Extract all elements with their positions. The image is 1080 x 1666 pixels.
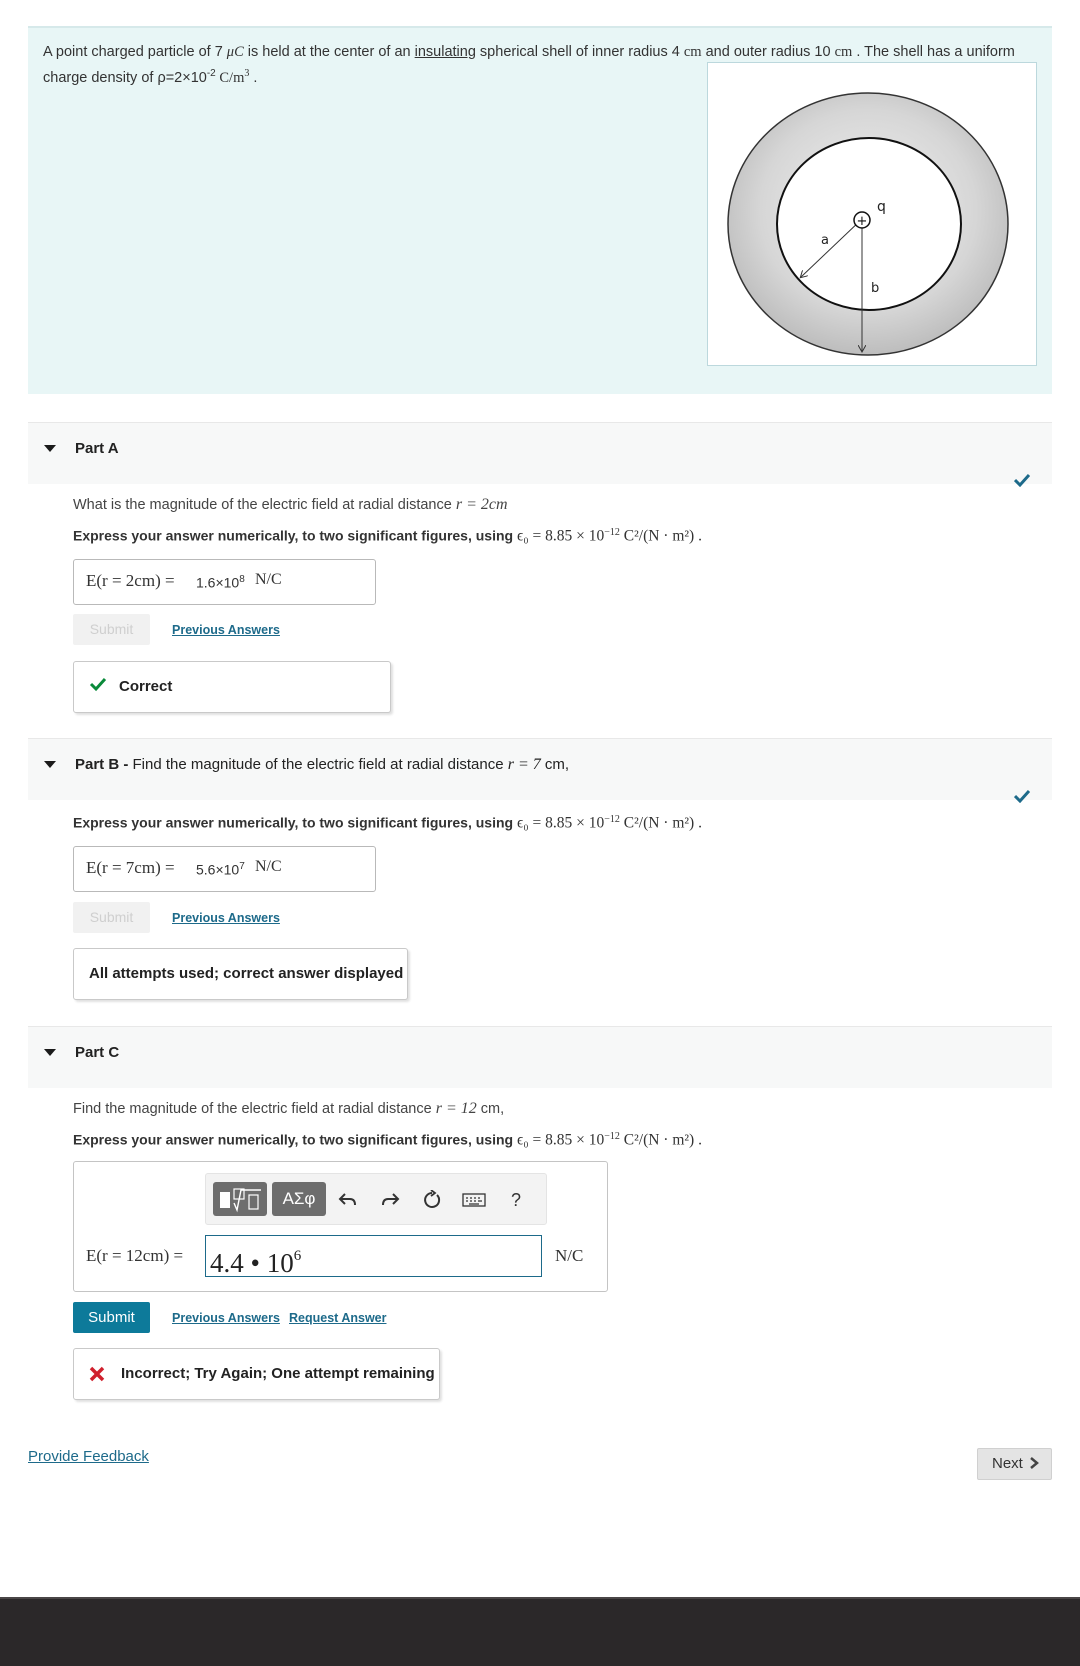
part-b-value: $5.6\times 10^7$	[196, 861, 245, 878]
part-b-previous-answers-link[interactable]: Previous Answers	[172, 911, 280, 925]
shell-diagram	[708, 63, 1038, 367]
part-b-instruction: Express your answer numerically, to two significant figures, using $\epsilon_0 = 8.85 \times 10^{-12}$ C²/(N · m²) .	[73, 814, 702, 832]
part-b-feedback: All attempts used; correct answer displayed	[73, 948, 408, 1000]
shell-figure	[707, 62, 1037, 366]
label-q: q	[877, 199, 886, 215]
part-a-header[interactable]	[28, 422, 1052, 484]
part-a-answer-box	[73, 559, 376, 605]
part-c-lhs: E(r = 12cm) =	[86, 1246, 184, 1265]
chevron-right-icon	[1029, 1457, 1039, 1469]
part-c-answer-editor	[73, 1161, 608, 1292]
greek-symbols-button[interactable]: ΑΣφ	[272, 1182, 326, 1216]
part-a-unit: N/C	[255, 571, 282, 588]
part-c-instruction: Express your answer numerically, to two significant figures, using $\epsilon_0 = 8.85 \times 10^{-12}$ C²/(N · m²) .	[73, 1131, 702, 1149]
label-a: a	[821, 233, 829, 248]
part-b-header[interactable]	[28, 738, 1052, 800]
math-toolbar	[205, 1173, 547, 1225]
problem-statement	[28, 26, 1052, 394]
problem-text: A point charged particle of 7 μC is held at the center of an insulating spherical shell of inner radius 4 cm and outer radius 10 cm . The shell has a uniform charge density of $\rho=2\times 10^{-2}$ $C/m^3$ .	[43, 44, 1015, 86]
part-c-unit: N/C	[555, 1246, 584, 1265]
part-a-value: $1.6\times 10^8$	[196, 574, 245, 591]
part-a-title: Part A	[75, 440, 119, 457]
part-b-complete-check-icon	[1014, 789, 1030, 803]
part-c-header[interactable]	[28, 1026, 1052, 1088]
part-b-lhs: E(r = 7cm) =	[86, 858, 175, 877]
part-c-title: Part C	[75, 1044, 120, 1061]
part-a-question: What is the magnitude of the electric field at radial distance r = 2cm	[73, 496, 508, 513]
next-button[interactable]: Next	[977, 1448, 1052, 1480]
part-b-title: Part B - Find the magnitude of the electric field at radial distance r = 7 cm,	[75, 756, 570, 773]
part-b-submit-button[interactable]: Submit	[73, 902, 150, 933]
undo-icon[interactable]	[334, 1186, 362, 1214]
part-b-unit: N/C	[255, 858, 282, 875]
redo-icon[interactable]	[376, 1186, 404, 1214]
request-answer-link[interactable]: Request Answer	[289, 1311, 387, 1325]
plus-sign: +	[856, 214, 868, 229]
part-a-feedback: Correct	[73, 661, 391, 713]
collapse-caret-icon[interactable]	[44, 761, 56, 768]
part-c-answer-input[interactable]: 4.4 • $10^6$	[205, 1235, 542, 1277]
provide-feedback-link[interactable]: Provide Feedback	[28, 1448, 149, 1465]
label-b: b	[871, 281, 880, 296]
reset-icon[interactable]	[418, 1186, 446, 1214]
collapse-caret-icon[interactable]	[44, 1049, 56, 1056]
bottom-navigation-bar	[0, 1597, 1080, 1666]
incorrect-x-icon	[89, 1366, 105, 1382]
part-c-feedback: Incorrect; Try Again; One attempt remaining	[73, 1348, 440, 1400]
part-a-lhs: E(r = 2cm) =	[86, 571, 175, 590]
part-a-complete-check-icon	[1014, 473, 1030, 487]
templates-icon	[213, 1182, 267, 1216]
templates-button[interactable]	[213, 1182, 267, 1216]
part-b-answer-box	[73, 846, 376, 892]
keyboard-icon[interactable]	[460, 1186, 488, 1214]
collapse-caret-icon[interactable]	[44, 445, 56, 452]
insulating-term: insulating	[414, 44, 476, 60]
part-a-submit-button[interactable]: Submit	[73, 614, 150, 645]
correct-check-icon	[89, 676, 107, 692]
part-a-instruction: Express your answer numerically, to two significant figures, using $\epsilon_0 = 8.85 \times 10^{-12}$ C²/(N · m²) .	[73, 527, 702, 545]
part-a-previous-answers-link[interactable]: Previous Answers	[172, 623, 280, 637]
part-c-previous-answers-link[interactable]: Previous Answers	[172, 1311, 280, 1325]
part-c-submit-button[interactable]: Submit	[73, 1302, 150, 1333]
help-icon[interactable]: ?	[510, 1189, 521, 1210]
part-c-question: Find the magnitude of the electric field at radial distance r = 12 cm,	[73, 1100, 505, 1117]
